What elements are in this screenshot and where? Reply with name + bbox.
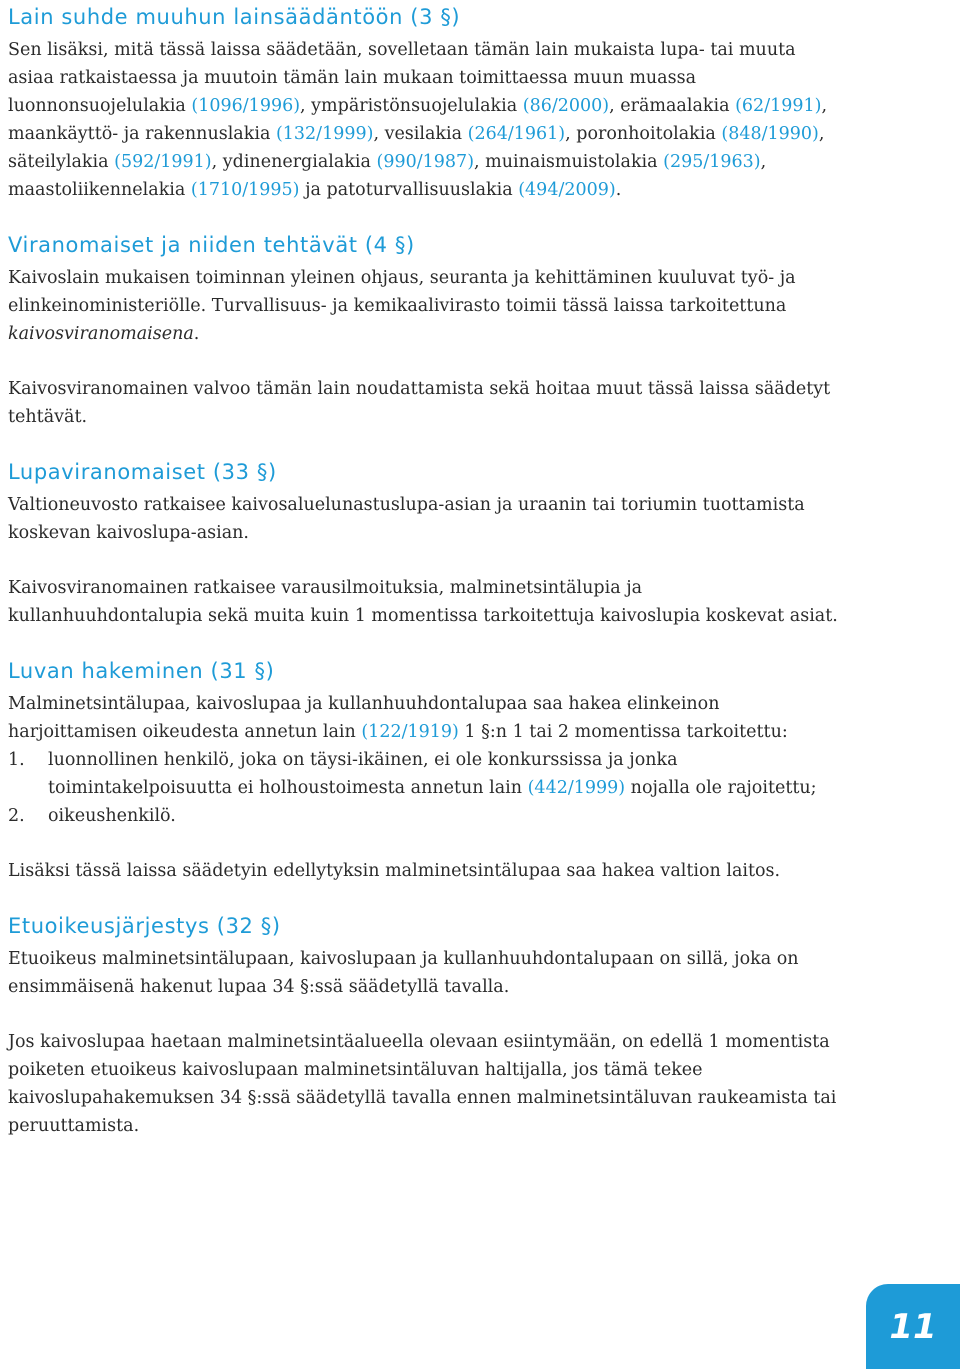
page-number-badge (866, 1284, 960, 1369)
section-heading: Luvan hakeminen (31 §) (8, 659, 275, 683)
list-text: luonnollinen henkilö, joka on täysi-ikäinen, ei ole konkurssissa ja jonka toimintakelpoisuutta ei holhoustoimesta annetun lain (442/1999) nojalla ole rajoitettu; (48, 750, 817, 798)
law-reference: (592/1991) (114, 152, 212, 172)
list-item (8, 746, 840, 802)
list-number: 2. (8, 806, 25, 826)
requirements-list (8, 746, 840, 830)
law-reference: (122/1919) (361, 722, 459, 742)
section-heading: Lain suhde muuhun lainsäädäntöön (3 §) (8, 5, 461, 29)
section-heading: Lupaviranomaiset (33 §) (8, 460, 277, 484)
section-etuoikeusjarjestys (8, 913, 840, 1140)
section-paragraph: Jos kaivoslupaa haetaan malminetsintäalueella olevaan esiintymään, on edellä 1 momentista poiketen etuoikeus kaivoslupaan malminetsintäluvan haltijalla, jos tämä tekee kaivoslupahakemuksen 34 §:ssä säädetyllä tavalla ennen malminetsintäluvan raukeamista tai peruuttamista. (8, 1032, 837, 1136)
section-lupaviranomaiset (8, 459, 840, 630)
law-reference: (62/1991) (735, 96, 822, 116)
list-text: oikeushenkilö. (48, 806, 176, 826)
section-paragraph: Lisäksi tässä laissa säädetyin edellytyksin malminetsintälupaa saa hakea valtion laitos. (8, 861, 781, 881)
law-reference: (1096/1996) (191, 96, 301, 116)
law-reference: (442/1999) (527, 778, 626, 798)
law-reference: (86/2000) (522, 96, 610, 116)
law-reference: (1710/1995) (190, 180, 300, 200)
section-viranomaiset (8, 232, 840, 431)
section-paragraph: Kaivoslain mukaisen toiminnan yleinen ohjaus, seuranta ja kehittäminen kuuluvat työ- ja elinkeinoministeriölle. Turvallisuus- ja kemikaalivirasto toimii tässä laissa tarkoitettuna kaivosviranomaisena. (8, 268, 796, 344)
section-paragraph: Etuoikeus malminetsintälupaan, kaivoslupaan ja kullanhuuhdontalupaan on sillä, joka on ensimmäisenä hakenut lupaa 34 §:ssä säädetyllä tavalla. (8, 949, 799, 997)
section-lain-suhde (8, 4, 840, 204)
section-paragraph: Valtioneuvosto ratkaisee kaivosaluelunastuslupa-asian ja uraanin tai toriumin tuottamista koskevan kaivoslupa-asian. (8, 495, 805, 543)
page-number: 11 (889, 1306, 937, 1347)
section-paragraph: Kaivosviranomainen ratkaisee varausilmoituksia, malminetsintälupia ja kullanhuuhdontalupia sekä muita kuin 1 momentissa tarkoitettuja kaivoslupia koskevat asiat. (8, 578, 838, 626)
section-heading: Etuoikeusjärjestys (32 §) (8, 914, 281, 938)
section-paragraph: Kaivosviranomainen valvoo tämän lain noudattamista sekä hoitaa muut tässä laissa säädetyt tehtävät. (8, 379, 831, 427)
list-number: 1. (8, 750, 25, 770)
law-reference: (295/1963) (663, 152, 761, 172)
law-reference: (990/1987) (376, 152, 475, 172)
section-luvan-hakeminen (8, 658, 840, 885)
emphasized-term: kaivosviranomaisena (8, 324, 194, 344)
law-reference: (264/1961) (467, 124, 566, 144)
document-page (8, 4, 840, 1140)
law-reference: (848/1990) (721, 124, 819, 144)
law-reference: (494/2009) (518, 180, 616, 200)
law-reference: (132/1999) (275, 124, 374, 144)
section-paragraph: Malminetsintälupaa, kaivoslupaa ja kullanhuuhdontalupaa saa hakea elinkeinon harjoittamisen oikeudesta annetun lain (122/1919) 1 §:n 1 tai 2 momentissa tarkoitettu: (8, 694, 788, 742)
section-paragraph: Sen lisäksi, mitä tässä laissa säädetään, sovelletaan tämän lain mukaista lupa- tai muuta asiaa ratkaistaessa ja muutoin tämän lain mukaan toimittaessa muun muassa luonnonsuojelulakia (1096/1996), ympäristönsuojelulakia (86/2000), erämaalakia (62/1991), maankäyttö- ja rakennuslakia (132/1999), vesilakia (264/1961), poronhoitolakia (848/1990), säteilylakia (592/1991), ydinenergialakia (990/1987), muinaismuistolakia (295/1963), maastoliikennelakia (1710/1995) ja patoturvallisuuslakia (494/2009). (8, 40, 828, 200)
section-heading: Viranomaiset ja niiden tehtävät (4 §) (8, 233, 415, 257)
list-item (8, 802, 840, 830)
